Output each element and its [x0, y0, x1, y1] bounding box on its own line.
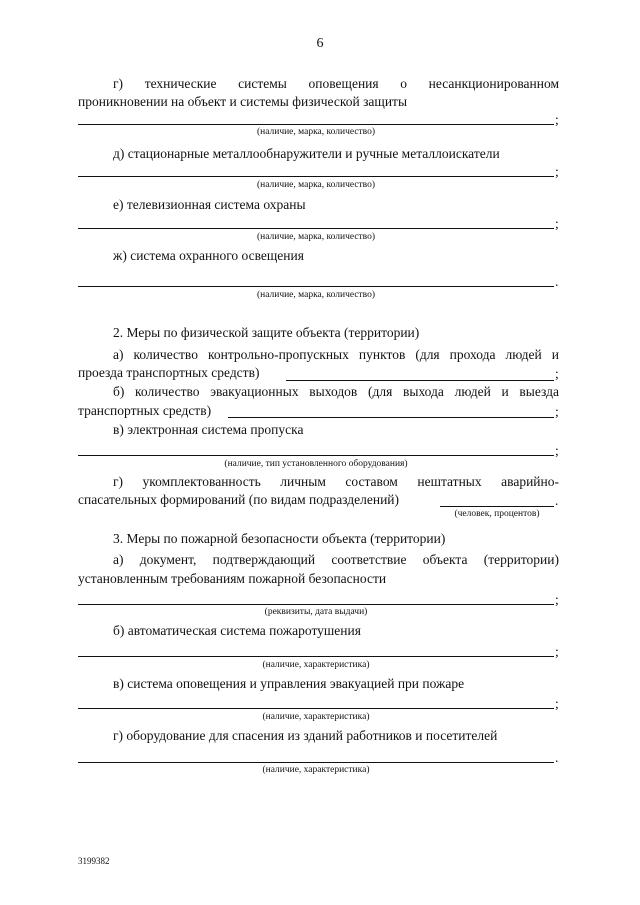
fill-line — [78, 762, 554, 763]
item-3a-line1: а) документ, подтверждающий соответствие объекта (территории) — [113, 552, 559, 567]
fill-line — [78, 604, 554, 605]
item-3b: б) автоматическая система пожаротушения — [113, 623, 361, 638]
fill-line — [78, 228, 554, 229]
fill-line — [78, 708, 554, 709]
fill-line — [78, 286, 554, 287]
line-end-mark: ; — [555, 443, 559, 458]
line-end-mark: . — [555, 493, 559, 508]
item-3a-line2: установленным требованиям пожарной безопасности — [78, 571, 387, 586]
line-end-mark: . — [555, 274, 559, 289]
item-g-tech-line2: проникновении на объект и системы физической защиты — [78, 94, 408, 109]
line-end-mark: ; — [555, 404, 559, 419]
item-3v: в) система оповещения и управления эвакуацией при пожаре — [113, 676, 465, 691]
field-caption: (наличие, марка, количество) — [256, 127, 376, 137]
fill-line — [78, 176, 554, 177]
section-2-title: 2. Меры по физической защите объекта (территории) — [113, 325, 420, 340]
item-2a-line1: а) количество контрольно-пропускных пунктов (для прохода людей и — [113, 347, 559, 362]
line-end-mark: . — [555, 750, 559, 765]
field-caption: (наличие, марка, количество) — [256, 180, 376, 190]
fill-line — [78, 656, 554, 657]
field-caption: (реквизиты, дата выдачи) — [264, 607, 368, 617]
fill-line — [78, 124, 554, 125]
item-2a-line2: проезда транспортных средств) — [78, 365, 260, 380]
item-2b-line1: б) количество эвакуационных выходов (для выхода людей и выезда — [113, 384, 559, 399]
fill-line — [78, 455, 554, 456]
line-end-mark: ; — [555, 644, 559, 659]
item-2v: в) электронная система пропуска — [113, 422, 304, 437]
line-end-mark: ; — [555, 216, 559, 231]
field-caption: (наличие, характеристика) — [262, 765, 370, 775]
line-end-mark: ; — [555, 696, 559, 711]
line-end-mark: ; — [555, 164, 559, 179]
field-caption: (наличие, марка, количество) — [256, 290, 376, 300]
line-end-mark: ; — [555, 112, 559, 127]
fill-line — [228, 417, 554, 418]
item-2g-line1: г) укомплектованность личным составом нештатных аварийно- — [113, 474, 559, 489]
item-2g-line2: спасательных формирований (по видам подразделений) — [78, 492, 400, 507]
line-end-mark: ; — [555, 592, 559, 607]
item-d-metal: д) стационарные металлообнаружители и ручные металлоискатели — [113, 146, 500, 161]
line-end-mark: ; — [555, 366, 559, 381]
page-number: 6 — [316, 36, 324, 51]
item-g-tech-line1: г) технические системы оповещения о несанкционированном — [113, 76, 559, 91]
field-caption: (наличие, характеристика) — [262, 660, 370, 670]
field-caption: (человек, процентов) — [454, 509, 540, 519]
item-2b-line2: транспортных средств) — [78, 403, 212, 418]
item-e-tv: е) телевизионная система охраны — [113, 197, 306, 212]
item-3g: г) оборудование для спасения из зданий работников и посетителей — [113, 728, 498, 743]
document-id: 3199382 — [78, 856, 110, 866]
section-3-title: 3. Меры по пожарной безопасности объекта (территории) — [113, 531, 446, 546]
field-caption: (наличие, марка, количество) — [256, 232, 376, 242]
field-caption: (наличие, характеристика) — [262, 712, 370, 722]
fill-line — [286, 380, 554, 381]
field-caption: (наличие, тип установленного оборудования) — [224, 459, 408, 469]
item-zh-light: ж) система охранного освещения — [113, 248, 304, 263]
fill-line — [440, 506, 554, 507]
